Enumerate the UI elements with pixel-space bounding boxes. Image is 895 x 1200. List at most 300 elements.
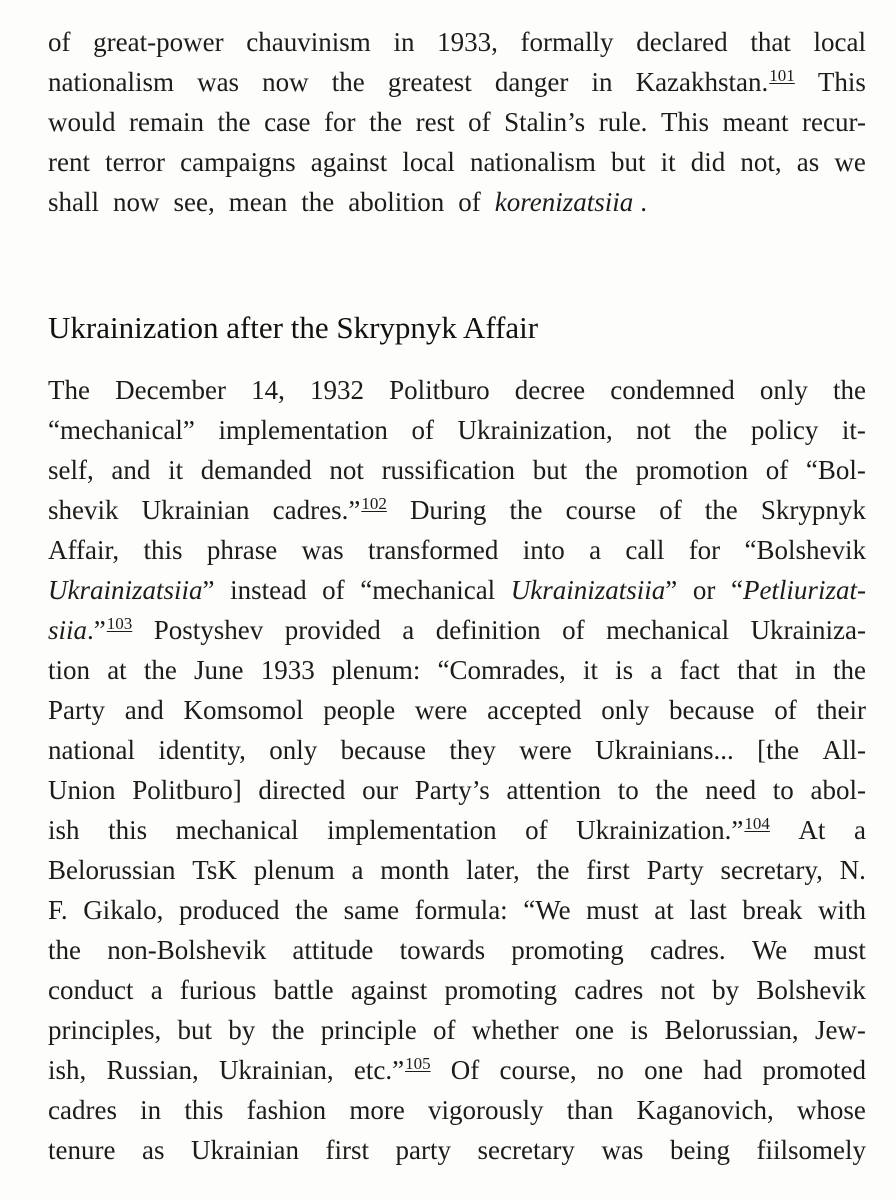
word-text: Ukrainians (595, 735, 714, 765)
word-text: provided (284, 615, 381, 645)
word (823, 730, 867, 770)
word (625, 530, 664, 570)
word-text: this (143, 535, 183, 565)
word (428, 1090, 544, 1130)
word-text: formula: (414, 895, 508, 925)
word (679, 650, 719, 690)
word-text: 1933 (260, 655, 315, 685)
word-text: break (742, 895, 803, 925)
word (48, 570, 215, 610)
word (468, 102, 491, 142)
word (436, 610, 541, 650)
word (833, 650, 866, 690)
word-text: Kaganovich, (636, 1095, 774, 1125)
word-text: Ukrainization.” (576, 815, 744, 845)
word-text: “mechanical (360, 575, 496, 605)
word-text: Bolshevik (756, 975, 866, 1005)
word-text: but (177, 1015, 212, 1045)
word (382, 450, 515, 490)
word-text: N. (839, 855, 866, 885)
word-text: in (140, 1095, 162, 1125)
word (329, 450, 364, 490)
word-text: was (301, 535, 344, 565)
word-text: the (48, 935, 81, 965)
text-line (48, 370, 866, 410)
word-text: month (380, 855, 450, 885)
word-text: people (323, 695, 396, 725)
word (566, 490, 636, 530)
word-text: abol- (810, 775, 866, 805)
word-text: promoting (444, 975, 558, 1005)
word (756, 970, 866, 1010)
word (48, 1050, 86, 1090)
word (720, 850, 822, 890)
word-text: recur- (802, 107, 866, 137)
word-text: . (720, 735, 728, 765)
word (48, 970, 133, 1010)
word-text: call (625, 535, 665, 565)
word-text: russification (381, 455, 516, 485)
word (107, 930, 266, 970)
word (106, 1050, 198, 1090)
word-text: Affair, (48, 535, 120, 565)
word (228, 1010, 255, 1050)
word-text: would (48, 107, 116, 137)
word (321, 1010, 417, 1050)
text-line (48, 850, 866, 890)
word-text: furious (179, 975, 257, 1005)
word (636, 450, 749, 490)
word-text: rule. (598, 107, 648, 137)
word (750, 22, 791, 62)
text-line (48, 930, 866, 970)
word (229, 182, 294, 222)
word-text: it- (841, 415, 866, 445)
word (525, 810, 548, 850)
word-text: it (660, 147, 676, 177)
word (218, 410, 387, 450)
word-text: rent (48, 147, 90, 177)
word (48, 530, 119, 570)
word-text: were (414, 695, 468, 725)
text-line (48, 610, 866, 650)
word-text: now (262, 67, 309, 97)
word-text: the (704, 495, 738, 525)
word (261, 650, 315, 690)
word-text: terror (105, 147, 166, 177)
word-text: the (295, 895, 329, 925)
word (751, 610, 866, 650)
word-text: the (832, 375, 866, 405)
word-text: self, (48, 455, 94, 485)
word (523, 890, 570, 930)
word (48, 770, 116, 810)
word (661, 142, 676, 182)
word-text: “We (523, 895, 571, 925)
word (402, 610, 414, 650)
word-text: During (409, 495, 487, 525)
word-text: The (48, 375, 90, 405)
word-text: Party (48, 695, 105, 725)
footnote-reference[interactable]: 101 (769, 66, 795, 85)
text-line (48, 1130, 866, 1170)
word-text: tenure (48, 1135, 116, 1165)
word (311, 142, 387, 182)
word-text: a (150, 975, 163, 1005)
word-text: mean (228, 187, 288, 217)
word-text: remain (129, 107, 204, 137)
word-text: whether (471, 1015, 559, 1045)
word (48, 370, 90, 410)
word (48, 410, 195, 450)
word (154, 610, 264, 650)
word-text: Belorussian (48, 855, 176, 885)
text-line (48, 410, 866, 450)
word (388, 62, 472, 102)
word (389, 370, 490, 410)
word-text: is (615, 655, 634, 685)
word-text: shevik (48, 495, 119, 525)
word-text: instead (230, 575, 307, 605)
word-text: “ (730, 575, 743, 605)
word (660, 970, 695, 1010)
word-text: “Bol- (805, 455, 866, 485)
word-text: party (395, 1135, 451, 1165)
word (705, 770, 756, 810)
word-text: secretary (477, 1135, 575, 1165)
word (761, 490, 866, 530)
word (416, 102, 455, 142)
word-text: last (689, 895, 727, 925)
word-text: their (816, 695, 866, 725)
word-text: one (574, 1015, 614, 1045)
word-text: into (522, 535, 565, 565)
word-text: in (591, 67, 613, 97)
word (108, 810, 147, 850)
word (798, 810, 825, 850)
word-text: because (340, 735, 427, 765)
word-text: greatest (387, 67, 472, 97)
word-text: promoting (511, 935, 624, 965)
word-text: At (798, 815, 826, 845)
word-text: course (565, 495, 637, 525)
word-text: promoted (762, 1055, 866, 1085)
word (48, 102, 116, 142)
word-text: local (813, 27, 866, 57)
word (168, 450, 183, 490)
word-text: accepted (487, 695, 582, 725)
word-text: being (669, 1135, 730, 1165)
word (218, 102, 251, 142)
word (661, 102, 709, 142)
word (151, 970, 163, 1010)
word-text: in (393, 27, 415, 57)
word (285, 610, 381, 650)
word (177, 1010, 212, 1050)
word (219, 1050, 334, 1090)
word-text: Kazakhstan. (635, 67, 769, 97)
word-text: We (751, 935, 788, 965)
word (774, 690, 797, 730)
word (48, 22, 71, 62)
word (179, 890, 279, 930)
word-text: more (349, 1095, 405, 1125)
word-text: Postyshev (153, 615, 264, 645)
word-text: Jew- (814, 1015, 866, 1045)
word (437, 22, 498, 62)
word-text: a (589, 535, 602, 565)
word (659, 490, 682, 530)
word-text: one (644, 1055, 684, 1085)
word-text: fiilsomely (756, 1135, 866, 1165)
word (703, 1050, 742, 1090)
word-text: secretary, (720, 855, 823, 885)
word (816, 690, 865, 730)
text-line (48, 1050, 866, 1090)
word (712, 970, 739, 1010)
word (731, 570, 866, 610)
word (510, 490, 543, 530)
word-text: Politburo] (132, 775, 242, 805)
footnote-reference[interactable]: 102 (361, 494, 387, 513)
word (507, 770, 601, 810)
word-text: tion (48, 655, 91, 685)
word (575, 1010, 614, 1050)
word-text: of (659, 495, 682, 525)
word (647, 850, 704, 890)
word (618, 770, 639, 810)
word-text: at (107, 655, 127, 685)
word (487, 690, 581, 730)
word (111, 450, 150, 490)
word-text: for (324, 107, 356, 137)
text-line (48, 770, 866, 810)
word (48, 62, 174, 102)
word-text: conduct (48, 975, 134, 1005)
word (515, 370, 585, 410)
word (705, 490, 738, 530)
word (451, 1050, 480, 1090)
word (201, 450, 312, 490)
text-line (48, 62, 866, 102)
word-text: course, (499, 1055, 577, 1085)
word-text: definition (435, 615, 541, 645)
italic-term: Ukrainizatsiia (510, 575, 666, 605)
word-text: policy (750, 415, 819, 445)
word-text: the (832, 655, 866, 685)
word (183, 690, 303, 730)
word (262, 62, 309, 102)
word (466, 850, 520, 890)
word-text: that (737, 655, 778, 685)
word-text: of (48, 27, 71, 57)
word (48, 690, 105, 730)
text-line (48, 810, 866, 850)
word (650, 930, 726, 970)
word-text: must (586, 895, 639, 925)
word (693, 570, 716, 610)
word (48, 450, 94, 490)
word-text: Of (450, 1055, 480, 1085)
word (115, 370, 226, 410)
word-text: the (369, 107, 403, 137)
word-text: Russian, (106, 1055, 199, 1085)
word (48, 182, 106, 222)
word (129, 102, 204, 142)
word (644, 1050, 683, 1090)
word-text: principle (320, 1015, 417, 1045)
word-text: but (532, 455, 568, 485)
word-text: meant (722, 107, 789, 137)
word-text: only (269, 735, 318, 765)
word (323, 690, 395, 730)
word-text: “Bolshevik (744, 535, 866, 565)
word (325, 1130, 369, 1170)
word (322, 570, 345, 610)
word (756, 1130, 866, 1170)
word (48, 650, 90, 690)
word (495, 182, 654, 222)
word-text: by (228, 1015, 256, 1045)
word (254, 850, 335, 890)
word-text: local (402, 147, 455, 177)
word (670, 1130, 730, 1170)
word-text: as (796, 147, 820, 177)
word (606, 610, 729, 650)
word (449, 730, 496, 770)
word-text: this (184, 1095, 224, 1125)
word-text: Politburo (389, 375, 490, 405)
word-text: towards (399, 935, 486, 965)
word (445, 970, 558, 1010)
word (360, 570, 495, 610)
word (48, 890, 68, 930)
word-text: the (331, 67, 365, 97)
word-text: . (727, 735, 734, 765)
word-text: a (351, 855, 364, 885)
word-text: of (432, 1015, 456, 1045)
word (332, 650, 421, 690)
word-text: great-power (93, 27, 224, 57)
word (833, 370, 866, 410)
word (302, 530, 344, 570)
word (48, 490, 119, 530)
word (438, 650, 566, 690)
word-text: decree (514, 375, 586, 405)
word (599, 102, 648, 142)
word-text: implementation (327, 815, 497, 845)
footnote-reference[interactable]: 105 (405, 1054, 431, 1073)
word-text: danger (494, 67, 569, 97)
word-text: fact (679, 655, 720, 685)
word-text: and (124, 695, 164, 725)
word (207, 530, 277, 570)
word-text: directed (258, 775, 346, 805)
word-text: demanded (200, 455, 312, 485)
word (107, 650, 127, 690)
word-text: “mechanical” (48, 415, 195, 445)
word (854, 810, 866, 850)
word (589, 530, 601, 570)
word (650, 650, 662, 690)
word (415, 890, 508, 930)
word-text: later, (466, 855, 520, 885)
word (258, 770, 345, 810)
word-text: 14, (251, 375, 285, 405)
word (595, 730, 734, 770)
word-text: to (617, 775, 639, 805)
word (176, 810, 299, 850)
word (295, 890, 328, 930)
word (105, 142, 165, 182)
word (655, 770, 688, 810)
word (766, 450, 789, 490)
word-text: we (834, 147, 866, 177)
footnote-reference[interactable]: 104 (744, 814, 770, 833)
word (415, 770, 490, 810)
word (737, 650, 778, 690)
word (478, 1130, 575, 1170)
word (191, 1130, 299, 1170)
word-text: 1933, (437, 27, 498, 57)
text-line (48, 650, 866, 690)
word (615, 650, 633, 690)
word-text: ish, (48, 1055, 87, 1085)
word-text: etc.” (353, 1055, 405, 1085)
word-text: because (669, 695, 755, 725)
word (301, 182, 341, 222)
word-text: ” (202, 575, 215, 605)
word (669, 690, 754, 730)
word (143, 530, 182, 570)
text-line (48, 970, 866, 1010)
word-text: not, (740, 147, 782, 177)
word-text: cadres (574, 975, 644, 1005)
word-text: need (705, 775, 757, 805)
word-text: December (115, 375, 227, 405)
word (396, 1130, 451, 1170)
word-text: with (817, 895, 866, 925)
word (537, 850, 570, 890)
text-line (48, 102, 866, 142)
word-text: nationalism (469, 147, 596, 177)
word-text: our (362, 775, 399, 805)
footnote-reference[interactable]: 103 (106, 614, 133, 633)
word (48, 810, 80, 850)
word (140, 1090, 161, 1130)
word (197, 62, 239, 102)
word-text: by (712, 975, 740, 1005)
word-text: Ukrainization, (457, 415, 613, 445)
word (591, 62, 612, 102)
word (83, 890, 163, 930)
word (818, 890, 866, 930)
text-line (48, 690, 866, 730)
word-text: ish (48, 815, 80, 845)
italic-term: siia (48, 615, 88, 645)
word (574, 970, 643, 1010)
word-text: the (536, 855, 570, 885)
word (586, 850, 630, 890)
word (292, 930, 373, 970)
word (723, 102, 789, 142)
text-line (48, 450, 866, 490)
word (272, 1010, 305, 1050)
word (470, 142, 596, 182)
word-text: Skrypnyk (760, 495, 866, 525)
word (762, 1050, 865, 1090)
text-line (48, 890, 866, 930)
